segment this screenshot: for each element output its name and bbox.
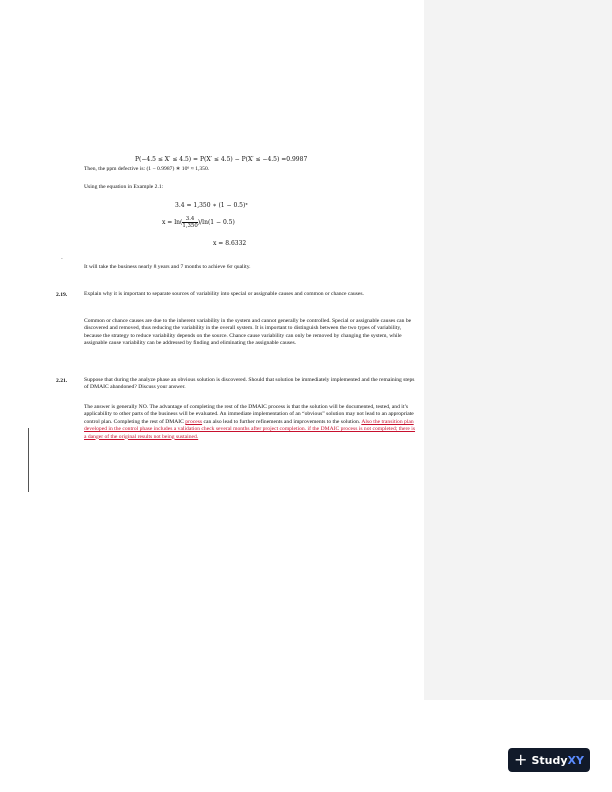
tracked-insertion-process: process (185, 418, 203, 425)
equation-2-fraction (182, 216, 197, 229)
equation-2-numerator: 3.4 (185, 216, 195, 222)
ppm-line: Then, the ppm defective is: (1 − 0.9987) ∗ 10⁶ ≈ 1,350. (84, 166, 210, 172)
answer-2-19-text: Common or chance causes are due to the inherent variability in the system and cannot generally be controlled. Special or assignable causes can be discovered and removed, thus reducing the variability in the overall system. It is important to distinguish between the two types of variability, because the strategy to reduce variability depends on the source. Chance cause variability can only be removed by changing the system, while assignable cause variability can be addressed by finding and eliminating the assignable causes. (84, 318, 412, 347)
comment-pane (424, 0, 612, 700)
question-2-19-text: Explain why it is important to separate sources of variability into special or assignable causes and common or chance causes. (84, 291, 364, 297)
tracked-insertion-transition-plan: Also the transition plan developed in the control phase includes a validation check several months after project completion. if the DMAIC process is not completed; there is a danger of the original results not being sustained. (84, 418, 416, 440)
stray-mark: ` (61, 258, 63, 264)
logo-wordmark-main: Study (531, 753, 568, 767)
change-bar (28, 428, 29, 492)
equation-2-right: )/ln(1 − 0.5) (197, 219, 235, 226)
question-2-19-number: 2.19. (56, 292, 68, 298)
question-2-21-number: 2.21. (56, 378, 68, 384)
equation-2 (162, 216, 235, 229)
equation-3: x = 8.6332 (213, 240, 247, 247)
probability-equation: P(−4.5 ≤ X′ ≤ 4.5) = P(X′ ≤ 4.5) − P(X′ ≤ −4.5) =0.9987 (135, 156, 308, 163)
question-2-21-text: Suppose that during the analyze phase an obvious solution is discovered. Should that solution be immediately implemented and the remaining steps of DMAIC abandoned? Discuss your answer. (84, 377, 415, 391)
conclusion-line: It will take the business nearly 8 years and 7 months to achieve 6σ quality. (84, 264, 251, 270)
plus-icon: + (514, 750, 528, 769)
answer-2-21-text (84, 404, 416, 441)
answer-2-21-part-1: The answer is generally NO. The advantage of completing the rest of the DMAIC process is that the solution will be documented, tested, and it’s applicability to other parts of the business will be evaluated. An immediate implementation of an “obvious” solution may not lead to an appropriate control plan. Completing the rest of DMAIC (84, 404, 414, 425)
studyxy-logo (508, 748, 590, 772)
equation-1: 3.4 = 1,350 ∗ (1 − 0.5)ˣ (175, 202, 248, 209)
answer-2-21-part-2: can also lead to further refinements and improvements to the solution. (202, 418, 362, 425)
logo-wordmark-accent: XY (567, 753, 584, 767)
equation-2-left: x = ln( (162, 219, 183, 226)
equation-2-denominator: 1,350 (182, 223, 198, 229)
using-equation-line: Using the equation in Example 2.1: (84, 184, 164, 190)
logo-wordmark (531, 754, 584, 767)
